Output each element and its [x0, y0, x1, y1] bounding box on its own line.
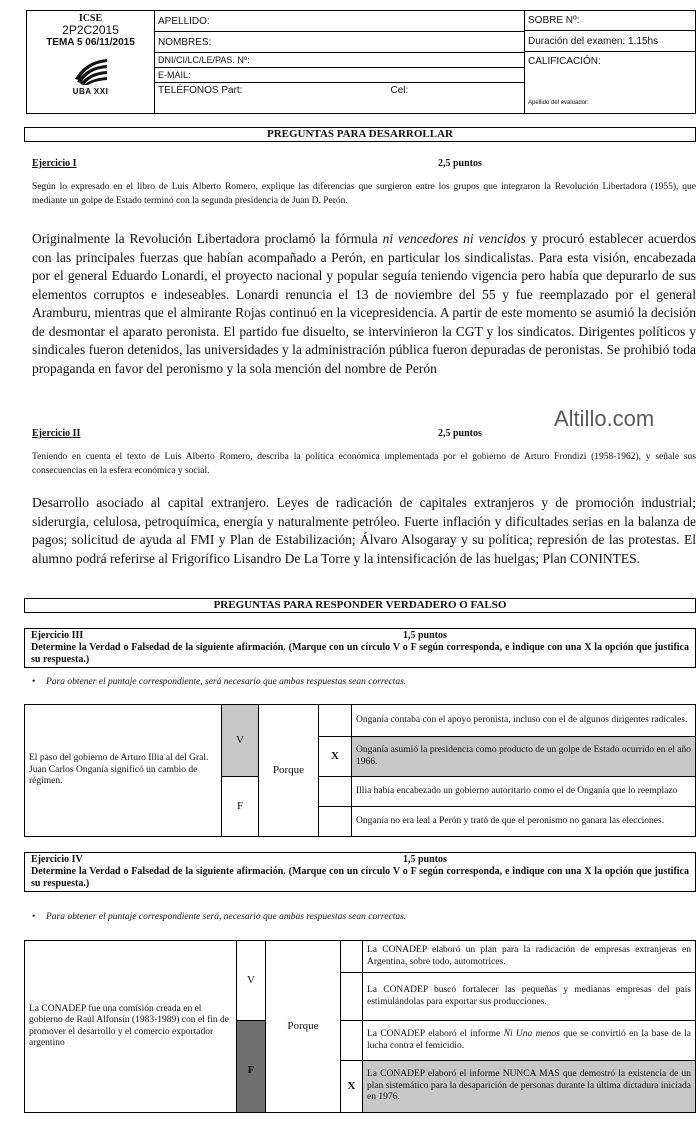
ex1-answer — [32, 230, 696, 378]
calificacion-field: CALIFICACIÓN: — [528, 56, 601, 67]
ex2-points: 2,5 puntos — [438, 428, 482, 439]
ex4-option-3-part1: La CONADEP elaboró el informe — [367, 1029, 504, 1039]
ex3-points: 1,5 puntos — [403, 630, 447, 641]
ex3-v-option[interactable]: V — [222, 705, 259, 777]
telefonos-field[interactable]: TELÉFONOS Part: — [158, 85, 243, 96]
exam-header — [26, 10, 696, 114]
ex3-option-2: Onganía asumió la presidencia como producto de un golpe de Estado ocurrido en el año 1966. — [352, 737, 696, 777]
ex4-option-2: La CONADEP buscó fortalecer las pequeñas y medianas empresas del país estimulándolas para exportar sus producciones. — [363, 973, 696, 1021]
ex1-answer-italic: ni vencedores ni vencidos — [382, 231, 526, 246]
exam-info — [525, 11, 695, 113]
ex3-option-1: Onganía contaba con el apoyo peronista, incluso con el de algunos dirigentes radicales. — [352, 705, 696, 737]
ex3-f-option[interactable]: F — [222, 777, 259, 837]
ex4-note: • Para obtener el puntaje correspondiente será, necesario que ambas respuestas sean correctas. — [46, 912, 406, 922]
ex4-option-3-italic: Ni Una menos — [503, 1029, 560, 1039]
ex4-v-option[interactable]: V — [237, 941, 266, 1021]
ex1-title: Ejercicio I — [32, 158, 77, 169]
ex4-mark-3[interactable] — [341, 1021, 363, 1061]
ex3-option-4: Onganía no era leal a Perón y trató de que el peronismo no ganara las elecciones. — [352, 807, 696, 837]
sobre-field[interactable]: SOBRE Nº: — [525, 11, 695, 31]
ex1-answer-part1: Originalmente la Revolución Libertadora proclamó la fórmula — [32, 231, 383, 246]
ex3-mark-4[interactable] — [319, 807, 352, 837]
uba-xxi-logo-icon — [71, 55, 111, 85]
ex4-statement: La CONADEP fue una comisión creada en el gobierno de Raúl Alfonsín (1983-1989) con el fin de promover el desarrollo y el comercio exportador argentino — [25, 941, 237, 1113]
ex3-porque: Porque — [259, 705, 319, 837]
ex4-porque: Porque — [266, 941, 341, 1113]
ex3-mark-2[interactable]: X — [319, 737, 352, 777]
email-field[interactable]: E-MAIL: — [155, 68, 524, 83]
ex2-answer: Desarrollo asociado al capital extranjero. Leyes de radicación de capitales extranjeros y de promoción industrial; siderurgia, celulosa, petroquímica, energía y naturalmente petróleo. Fuerte inflación y dificultades serias en la balanza de pagos; solicitud de ayuda al FMI y Plan de Estabilización; Álvaro Alsogaray y su política; represión de las protestas. El alumno podrá referirse al Frigorífico Lisandro De La Torre y la intensificación de las huelgas; Plan CONINTES. — [32, 495, 696, 566]
duracion-label: Duración del examen: 1.15hs — [525, 31, 695, 52]
header-left-panel — [27, 11, 155, 113]
section-title-vf: PREGUNTAS PARA RESPONDER VERDADERO O FALSO — [24, 598, 696, 613]
exam-code: 2P2C2015 — [62, 23, 119, 37]
ex3-mark-3[interactable] — [319, 777, 352, 807]
ex3-title: Ejercicio III — [31, 630, 84, 641]
ex3-table — [24, 704, 696, 837]
ex3-mark-1[interactable] — [319, 705, 352, 737]
ex4-option-3-part2: que se convirtió en la base de la lucha contra el femicidio. — [367, 1029, 691, 1051]
ex4-title: Ejercicio IV — [31, 854, 83, 865]
watermark: Altillo.com — [554, 406, 655, 431]
ex2-question: Teniendo en cuenta el texto de Luis Alberto Romero, describa la política económica implementada por el gobierno de Arturo Frondizi (1958-1962), y señale sus consecuencias en la esfera económica y social. — [32, 452, 696, 476]
ex1-question: Según lo expresado en el libro de Luis Alberto Romero, explique las diferencias que surgieron entre los grupos que integraron la Revolución Libertadora (1955), que mediante un golpe de Estado terminó con la segunda presidencia de Juan D. Perón. — [32, 182, 696, 206]
apellido-field[interactable]: APELLIDO: — [155, 11, 524, 32]
cel-field[interactable]: Cel: — [390, 85, 409, 96]
ex2-title: Ejercicio II — [32, 428, 81, 439]
ex3-statement: El paso del gobierno de Arturo Illia al del Gral. Juan Carlos Onganía significó un cambio de régimen. — [25, 705, 222, 837]
ex4-mark-4[interactable]: X — [341, 1061, 363, 1113]
section-title-desarrollar: PREGUNTAS PARA DESARROLLAR — [24, 127, 696, 142]
ex4-f-option[interactable]: F — [237, 1021, 266, 1113]
ex4-mark-2[interactable] — [341, 973, 363, 1021]
exam-tema: TEMA 5 06/11/2015 — [46, 37, 135, 48]
ex3-header — [24, 628, 696, 668]
ex4-instruction: Determine la Verdad o Falsedad de la siguiente afirmación. (Marque con un círculo V o F según corresponda, e indique con una X la opción que justifica su respuesta.) — [31, 866, 689, 889]
ex4-header — [24, 852, 696, 892]
ex4-option-3 — [363, 1021, 696, 1061]
ex3-note: • Para obtener el puntaje correspondiente, será necesario que ambas respuestas sean correctas. — [46, 677, 406, 687]
logo-text: UBA XXI — [72, 87, 109, 96]
ex4-table — [24, 940, 696, 1113]
nombres-field[interactable]: NOMBRES: — [155, 32, 524, 53]
student-fields — [155, 11, 525, 113]
ex4-points: 1,5 puntos — [403, 854, 447, 865]
course-name: ICSE — [78, 13, 103, 24]
ex4-mark-1[interactable] — [341, 941, 363, 973]
ex4-option-4: La CONADEP elaboró el informe NUNCA MAS que demostró la existencia de un plan sistemático para la desaparición de personas durante la última dictadura iniciada en 1976. — [363, 1061, 696, 1113]
ex1-points: 2,5 puntos — [438, 158, 482, 169]
evaluador-field: Apellido del evaluador: — [528, 100, 589, 106]
dni-field[interactable]: DNI/CI/LC/LE/PAS. Nº: — [155, 53, 524, 68]
ex4-option-1: La CONADEP elaboró un plan para la radicación de empresas extranjeras en Argentina, sobre todo, automotrices. — [363, 941, 696, 973]
ex3-option-3: Illia había encabezado un gobierno autoritario como el de Onganía que lo reemplazo — [352, 777, 696, 807]
ex3-instruction: Determine la Verdad o Falsedad de la siguiente afirmación. (Marque con un círculo V o F según corresponda, e indique con una X la opción que justifica su respuesta.) — [31, 642, 689, 665]
ex1-answer-part2: y procuró establecer acuerdos con las principales fuerzas que habían acompañado a Perón, en particular los sindicalistas. Para esta visión, encabezada por el general Eduardo Lonardi, el proyecto nacional y popular seguía teniendo vigencia pero había que depurarlo de sus elementos corruptos e indeseables. Lonardi renuncia el 13 de noviembre del 55 y fue reemplazado por el general Aramburu, mientras que el almirante Rojas continuó en la vicepresidencia. A partir de este momento se asumió la decisión de desmontar el aparato peronista. El partido fue disuelto, se intervinieron la CGT y los sindicatos. Dirigentes políticos y sindicales fueron detenidos, las universidades y la administración pública fueron depuradas de peronistas. Se prohibió toda propaganda en favor del peronismo y la sola mención del nombre de Perón — [32, 231, 696, 376]
phone-row — [155, 83, 524, 99]
